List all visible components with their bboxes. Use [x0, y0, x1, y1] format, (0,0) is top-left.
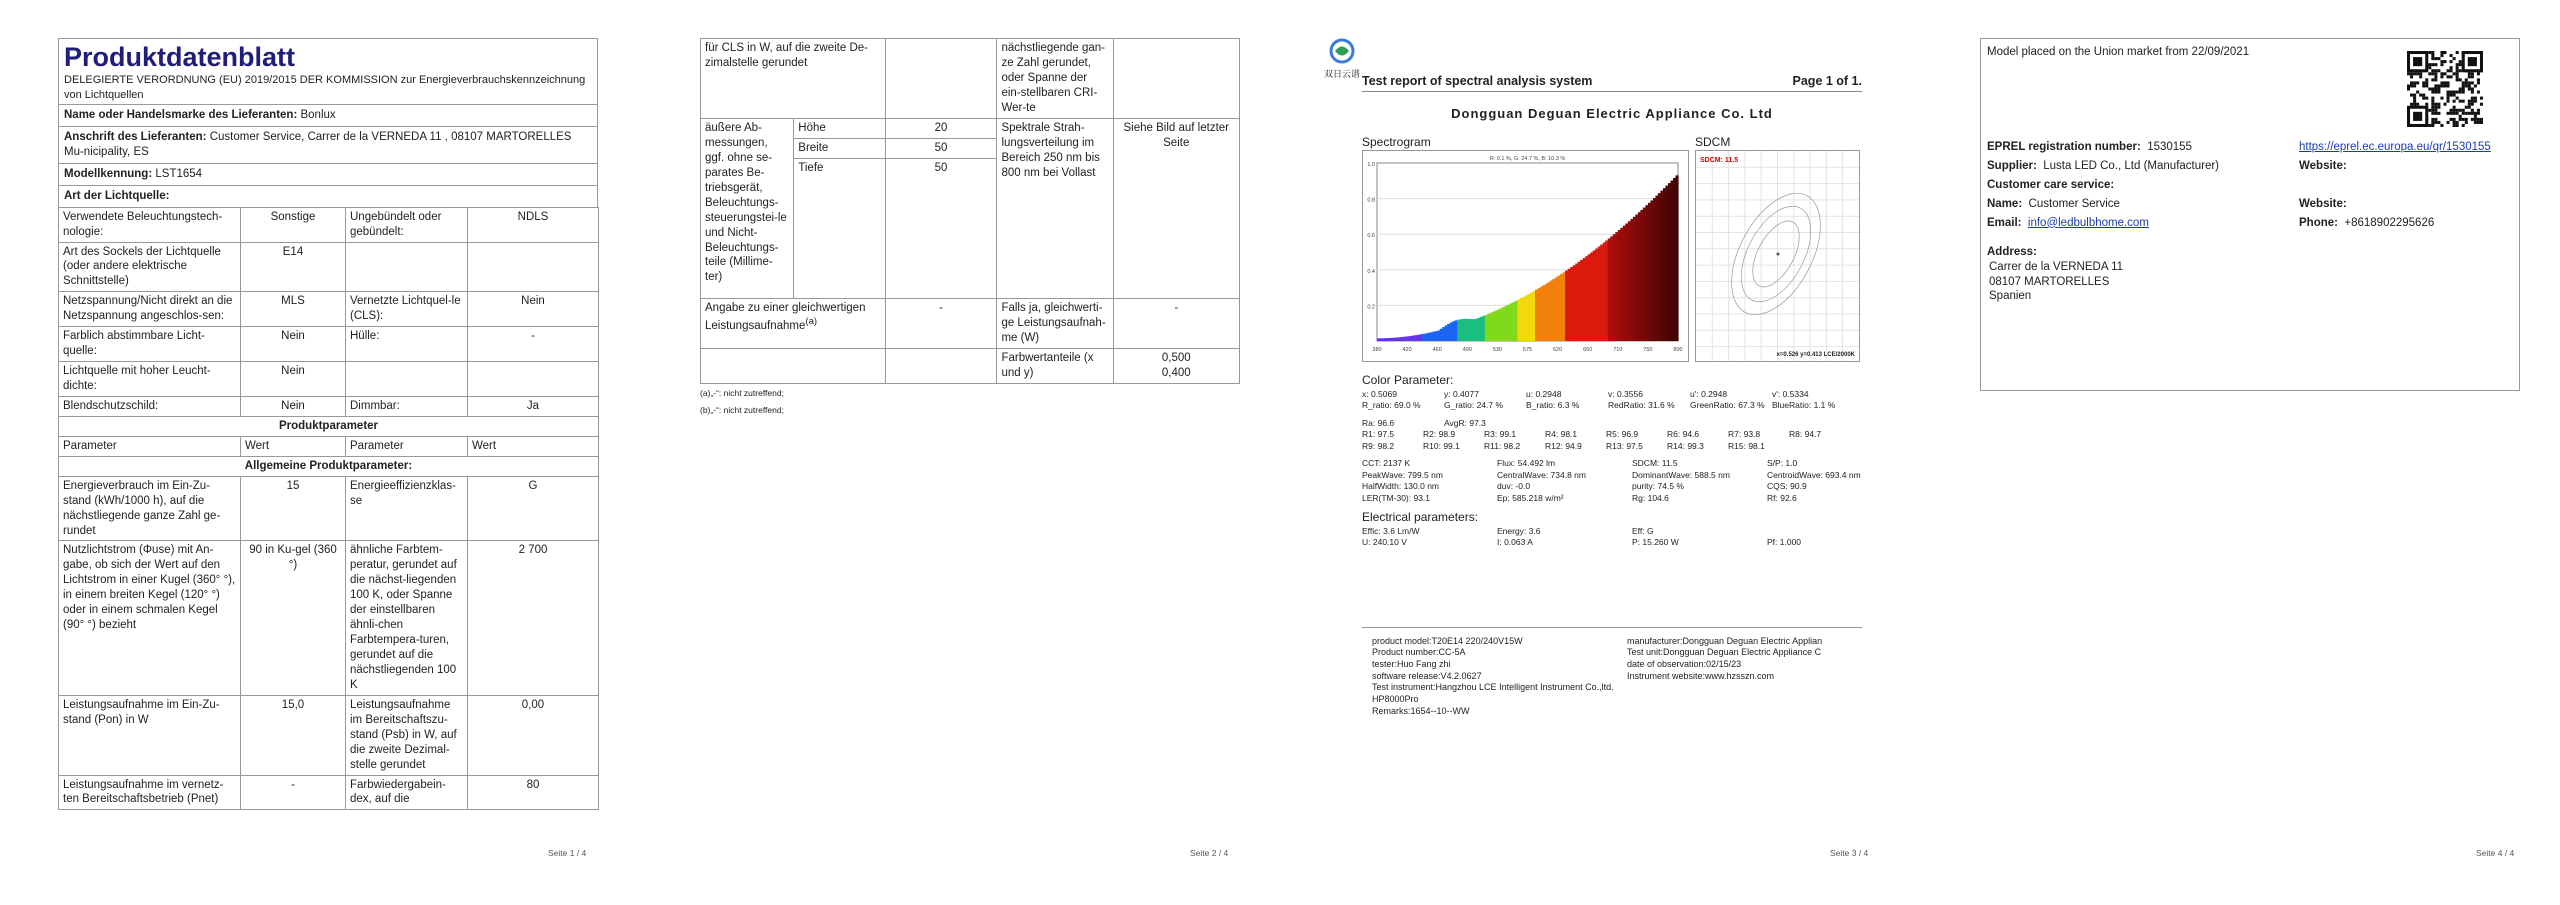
table-cell: Art des Sockels der Lichtquelle (oder andere elektrische Schnittstelle): [59, 242, 241, 292]
y-tick-label: 0.8: [1367, 197, 1375, 204]
param-value: LER(TM-30): 93.1: [1362, 492, 1431, 503]
table-cell: Dimmbar:: [346, 396, 468, 416]
table-cell: MLS: [241, 292, 346, 327]
param-value: R10: 99.1: [1423, 440, 1460, 451]
spectrogram-label: Spectrogram: [1362, 134, 1431, 149]
table-cell: Leistungsaufnahme im vernetz-ten Bereitschaftsbetrieb (Pnet): [59, 775, 241, 810]
param-value: Ra: 96.6: [1362, 417, 1395, 428]
dim-value: 50: [885, 138, 997, 158]
equivalent-value: -: [885, 298, 997, 348]
regulation-text: DELEGIERTE VERORDNUNG (EU) 2019/2015 DER KOMMISSION zur Energieverbrauchskennzeichnung von Lichtquellen: [64, 74, 586, 101]
supplier: Lusta LED Co., Ltd (Manufacturer): [2043, 159, 2220, 172]
table-cell: Energieeffizienzklas-se: [346, 476, 468, 541]
table-cell: E14: [241, 242, 346, 292]
footer-line: Instrument website:www.hzsszn.com: [1627, 670, 1775, 681]
param-value: G_ratio: 24.7 %: [1444, 400, 1504, 411]
page-title: Produktdatenblatt: [64, 42, 296, 72]
param-value: B_ratio: 6.3 %: [1526, 400, 1580, 411]
table-cell: Hülle:: [346, 327, 468, 362]
param-value: Energy: 3.6: [1497, 525, 1541, 536]
website-label: Website:: [2299, 159, 2347, 172]
param-row: [1362, 429, 1862, 440]
table-cell: Energieverbrauch im Ein-Zu-stand (kWh/1000 h), auf die nächstliegende ganze Zahl ge-rundet: [59, 476, 241, 541]
color-params-label: Color Parameter:: [1362, 373, 1454, 388]
param-value: DominantWave: 588.5 nm: [1632, 469, 1730, 480]
email-label: Email:: [1987, 216, 2022, 229]
product-params-header: Produktparameter: [59, 416, 599, 436]
param-value: I: 0.063 A: [1497, 537, 1533, 548]
param-value: R4: 98.1: [1545, 429, 1578, 440]
y-tick-label: 0.4: [1367, 269, 1375, 276]
sdcm-label: SDCM: [1695, 134, 1731, 149]
table-cell: 80: [468, 775, 599, 810]
table-cell: 15: [241, 476, 346, 541]
param-value: [1767, 526, 1902, 537]
param-value: R15: 98.1: [1728, 440, 1765, 451]
table-cell: Nein: [241, 327, 346, 362]
param-row: [1362, 441, 1862, 452]
eprel-number: 1530155: [2147, 140, 2192, 153]
supplier-address: Customer Service, Carrer de la VERNEDA 11 , 08107 MARTORELLES Mu-nicipality, ES: [64, 130, 572, 158]
table-row: [59, 242, 599, 292]
x-tick-label: 575: [1522, 347, 1533, 354]
table-row: [59, 362, 599, 397]
table-row: [59, 695, 599, 775]
table-row: [59, 541, 599, 695]
spectrum-bar: [1675, 176, 1678, 342]
param-value: Flux: 54.492 lm: [1497, 458, 1556, 469]
sdcm-point: [1777, 253, 1780, 256]
x-tick-label: 380: [1372, 347, 1382, 354]
product-table-continued: [700, 38, 1240, 384]
param-row: [1362, 458, 1862, 469]
param-value: P: 15.260 W: [1632, 537, 1679, 548]
param-value: [1789, 441, 1850, 452]
footnote-ref: (a): [805, 315, 818, 327]
table-cell: Blendschutzschild:: [59, 396, 241, 416]
dim-name: Höhe: [794, 119, 885, 139]
param-value: CQS: 90.9: [1767, 481, 1807, 492]
col-header: Wert: [241, 436, 346, 456]
x-tick-label: 420: [1402, 347, 1412, 354]
table-cell: [346, 362, 468, 397]
table-cell: 15,0: [241, 695, 346, 775]
color-params: [1362, 389, 1862, 412]
email-link[interactable]: info@ledbulbhome.com: [2027, 216, 2149, 229]
website-label-2: Website:: [2299, 197, 2347, 210]
param-value: y: 0.4077: [1444, 388, 1479, 399]
dim-value: 20: [885, 119, 997, 139]
eprel-link[interactable]: https://eprel.ec.europa.eu/qr/1530155: [2299, 140, 2491, 153]
footer-line: Test instrument:Hangzhou LCE Intelligent Instrument Co.,ltd. HP8000Pro: [1372, 682, 1614, 705]
page-number: Seite 1 / 4: [548, 848, 587, 858]
dim-name: Breite: [794, 138, 885, 158]
param-value: GreenRatio: 67.3 %: [1690, 400, 1765, 411]
product-table: [58, 207, 599, 811]
col-header: Parameter: [346, 436, 468, 456]
param-value: BlueRatio: 1.1 %: [1772, 400, 1836, 411]
page-3: [1323, 38, 1862, 858]
equivalent-label: Angabe zu einer gleichwertigen Leistungsaufnahme$^{(a)}$: [701, 298, 886, 348]
param-value: purity: 74.5 %: [1632, 481, 1684, 492]
param-row: [1362, 400, 1862, 411]
table-cell: Lichtquelle mit hoher Leucht-dichte:: [59, 362, 241, 397]
param-row: [1362, 493, 1862, 504]
table-cell: Vernetzte Lichtquel-le (CLS):: [346, 292, 468, 327]
param-value: R11: 98.2: [1484, 440, 1521, 451]
r-values: [1362, 429, 1862, 452]
address-label: Address:: [1987, 245, 2037, 258]
general-params-header: Allgemeine Produktparameter:: [59, 456, 599, 476]
table-cell: Ungebündelt oder gebündelt:: [346, 207, 468, 242]
table-row: [59, 396, 599, 416]
param-value: R12: 94.9: [1545, 440, 1582, 451]
footer-line: manufacturer:Dongguan Deguan Electric Applian: [1627, 635, 1823, 646]
dim-name: Tiefe: [794, 158, 885, 298]
table-cell: [346, 242, 468, 292]
page-of: Page 1 of 1.: [1792, 73, 1862, 88]
sdcm-ellipse: [1713, 179, 1839, 329]
page-number: Seite 2 / 4: [1190, 848, 1229, 858]
phone-label: Phone:: [2299, 216, 2338, 229]
param-value: S/P: 1.0: [1767, 458, 1798, 469]
param-value: RedRatio: 31.6 %: [1608, 400, 1675, 411]
param-value: x: 0.5069: [1362, 388, 1397, 399]
lightsource-type-label: Art der Lichtquelle:: [59, 185, 597, 207]
param-value: R14: 99.3: [1667, 440, 1704, 451]
param-value: v: 0.3556: [1608, 388, 1643, 399]
logo-text: 双日云谱: [1323, 68, 1360, 79]
qr-code: [2407, 51, 2483, 127]
table-cell: G: [468, 476, 599, 541]
x-tick-label: 490: [1462, 347, 1472, 354]
page-4: [1980, 38, 2520, 858]
footer-line: date of observation:02/15/23: [1627, 659, 1742, 670]
company-name: Dongguan Deguan Electric Appliance Co. Ltd: [1451, 105, 1773, 121]
phone: +8618902295626: [2344, 216, 2435, 229]
model-label: Modellkennung:: [64, 167, 153, 180]
supplier-address-label: Anschrift des Lieferanten:: [64, 130, 207, 143]
param-value: Eff: G: [1632, 525, 1654, 536]
chromaticity-values: [1113, 348, 1239, 383]
table-cell: ähnliche Farbtem-peratur, gerundet auf die nächst-liegenden 100 K, oder Spanne der einstellbaren ähnli-chen Farbtempera-turen, gerundet auf die nächstliegenden 100 K: [346, 541, 468, 695]
param-value: R1: 97.5: [1362, 429, 1395, 440]
cls-standby-label: für CLS in W, auf die zweite De-zimalstelle gerundet: [701, 39, 886, 119]
report-footer-left: [1362, 636, 1627, 718]
table-row: [59, 327, 599, 362]
param-value: SDCM: 11.5: [1632, 458, 1678, 469]
table-row: [59, 292, 599, 327]
name-label: Name:: [1987, 197, 2023, 210]
chroma-y: 0,400: [1161, 366, 1191, 379]
param-value: duv: -0.0: [1497, 481, 1531, 492]
supplier-label: Supplier:: [1987, 159, 2037, 172]
y-tick-label: 1.0: [1367, 162, 1375, 169]
electrical-params: [1362, 526, 1862, 549]
param-value: u: 0.2948: [1526, 388, 1562, 399]
market-date: Model placed on the Union market from 22/09/2021: [1987, 46, 2250, 58]
page-number: Seite 4 / 4: [2476, 848, 2515, 858]
param-value: v': 0.5334: [1772, 388, 1809, 399]
address-line: Carrer de la VERNEDA 11: [1989, 260, 2124, 273]
param-value: R_ratio: 69.0 %: [1362, 400, 1421, 411]
param-value: AvgR: 97.3: [1444, 417, 1486, 428]
model-id: LST1654: [155, 167, 203, 180]
sdcm-ellipse: [1743, 214, 1809, 294]
param-row: [1362, 389, 1862, 400]
ra-row: [1362, 418, 1862, 429]
param-row: [1362, 481, 1862, 492]
address-line: 08107 MARTORELLES: [1989, 275, 2110, 288]
report-title: Test report of spectral analysis system: [1362, 73, 1593, 88]
page-number: Seite 3 / 4: [1830, 848, 1869, 858]
param-row: [1362, 526, 1862, 537]
y-tick-label: 0.6: [1367, 233, 1375, 240]
chroma-x: 0,500: [1161, 351, 1191, 364]
spectrum-ratios: R: 0.1 %, G: 24.7 %, B: 10.3 %: [1489, 156, 1566, 163]
table-cell: 2 700: [468, 541, 599, 695]
footer-line: Product number:CC-5A: [1372, 647, 1466, 658]
footnote-b: (b)„-“: nicht zutreffend;: [700, 404, 784, 415]
dimensions-label: äußere Ab-messungen, ggf. ohne se-parates Be-triebsgerät, Beleuchtungs-steuerungstei-le und Nicht-Beleuchtungs-teile (Millime-ter): [701, 119, 794, 299]
param-value: R2: 98.9: [1423, 429, 1456, 440]
spectrogram-chart: [1362, 150, 1689, 362]
table-cell: Nein: [468, 292, 599, 327]
spectral-value: Siehe Bild auf letzter Seite: [1113, 119, 1239, 299]
table-cell: Nein: [241, 362, 346, 397]
table-cell: Nein: [241, 396, 346, 416]
x-tick-label: 460: [1432, 347, 1442, 354]
footer-line: tester:Huo Fang zhi: [1372, 659, 1451, 670]
equiv-power-label: Falls ja, gleichwerti-ge Leistungsaufnah-me (W): [997, 298, 1113, 348]
param-value: Pf: 1.000: [1767, 537, 1802, 548]
col-header: Wert: [468, 436, 599, 456]
param-row: [1362, 470, 1862, 481]
footer-line: Remarks:1654--10--WW: [1372, 705, 1470, 716]
table-row: [59, 775, 599, 810]
x-tick-label: 750: [1643, 347, 1653, 354]
electrical-params-label: Electrical parameters:: [1362, 510, 1479, 525]
param-value: R7: 93.8: [1728, 429, 1761, 440]
report-footer-right: [1627, 636, 1862, 718]
swirl-logo-icon: [1329, 38, 1355, 64]
table-cell: Nutzlichtstrom (Φuse) mit An-gabe, ob sich der Wert auf den Lichtstrom in einer Kugel (360° °), in einem breiten Kegel (120° °) oder in einem schmalen Kegel (90° °) bezieht: [59, 541, 241, 695]
table-cell: [468, 242, 599, 292]
customer-care-label: Customer care service:: [1987, 178, 2115, 191]
table-cell: 90 in Ku-gel (360 °): [241, 541, 346, 695]
param-value: R6: 94.6: [1667, 429, 1700, 440]
footer-line: software release:V4.2.0627: [1372, 670, 1482, 681]
param-value: R8: 94.7: [1789, 429, 1822, 440]
x-tick-label: 620: [1553, 347, 1563, 354]
table-cell: Leistungsaufnahme im Ein-Zu-stand (Pon) in W: [59, 695, 241, 775]
footnote-a: (a)„-“: nicht zutreffend;: [700, 387, 784, 398]
x-tick-label: 660: [1583, 347, 1593, 354]
sdcm-value: SDCM: 11.5: [1700, 157, 1739, 165]
cri-label: nächstliegende gan-ze Zahl gerundet, oder Spanne der ein-stellbaren CRI-Wer-te: [997, 39, 1113, 119]
param-value: Rf: 92.6: [1767, 492, 1797, 503]
table-cell: Netzspannung/Nicht direkt an die Netzspannung angeschlos-sen:: [59, 292, 241, 327]
table-cell: NDLS: [468, 207, 599, 242]
spectral-label: Spektrale Strah-lungsverteilung im Bereich 250 nm bis 800 nm bei Vollast: [997, 119, 1113, 299]
supplier-name: Bonlux: [300, 108, 336, 121]
table-cell: Sonstige: [241, 207, 346, 242]
param-value: u': 0.2948: [1690, 388, 1728, 399]
col-header: Parameter: [59, 436, 241, 456]
table-cell: Leistungsaufnahme im Bereitschaftszu-stand (Psb) in W, auf die zweite Dezimal-stelle gerundet: [346, 695, 468, 775]
cct-values: [1362, 458, 1862, 504]
param-value: CentroidWave: 693.4 nm: [1767, 469, 1861, 480]
y-tick-label: 0.2: [1367, 304, 1375, 311]
table-cell: Verwendete Beleuchtungstech-nologie:: [59, 207, 241, 242]
x-tick-label: 530: [1492, 347, 1502, 354]
supplier-name-label: Name oder Handelsmarke des Lieferanten:: [64, 108, 298, 121]
table-cell: [468, 362, 599, 397]
eprel-label: EPREL registration number:: [1987, 140, 2141, 153]
param-value: R9: 98.2: [1362, 440, 1395, 451]
table-cell: Farbwiedergabein-dex, auf die: [346, 775, 468, 810]
header-box: [58, 38, 598, 208]
address-line: Spanien: [1989, 290, 2032, 303]
x-tick-label: 800: [1673, 347, 1683, 354]
param-value: CCT: 2137 K: [1362, 458, 1411, 469]
param-value: U: 240.10 V: [1362, 537, 1407, 548]
table-cell: Ja: [468, 396, 599, 416]
contact-name: Customer Service: [2028, 197, 2120, 210]
x-tick-label: 710: [1613, 347, 1623, 354]
param-value: HalfWidth: 130.0 nm: [1362, 481, 1440, 492]
chromaticity-label: Farbwertanteile (x und y): [997, 348, 1113, 383]
eprel-box: [1980, 38, 2520, 391]
table-row: [59, 207, 599, 242]
param-value: CentralWave: 734.8 nm: [1497, 469, 1586, 480]
param-value: R5: 96.9: [1606, 429, 1639, 440]
footer-line: product model:T20E14 220/240V15W: [1372, 635, 1523, 646]
param-value: R3: 99.1: [1484, 429, 1517, 440]
address: [1987, 260, 2513, 305]
equiv-power-value: -: [1113, 298, 1239, 348]
param-value: R13: 97.5: [1606, 440, 1643, 451]
footer-line: Test unit:Dongguan Deguan Electric Appliance C: [1627, 647, 1822, 658]
table-cell: -: [468, 327, 599, 362]
param-row: [1362, 418, 1862, 429]
param-row: [1362, 537, 1862, 548]
dim-value: 50: [885, 158, 997, 298]
param-value: Effic: 3.6 Lm/W: [1362, 525, 1420, 536]
page-1: [58, 38, 598, 858]
sdcm-coordinates: x=0.526 y=0.413 LCE/2000K: [1776, 352, 1855, 359]
param-value: PeakWave: 799.5 nm: [1362, 469, 1443, 480]
page-2: [700, 38, 1240, 858]
table-cell: -: [241, 775, 346, 810]
param-value: Ep: 585.218 w/m²: [1497, 492, 1564, 503]
table-cell: Farblich abstimmbare Licht-quelle:: [59, 327, 241, 362]
table-cell: 0,00: [468, 695, 599, 775]
sdcm-chart: [1695, 150, 1860, 362]
table-row: [59, 476, 599, 541]
param-value: Rg: 104.6: [1632, 492, 1669, 503]
